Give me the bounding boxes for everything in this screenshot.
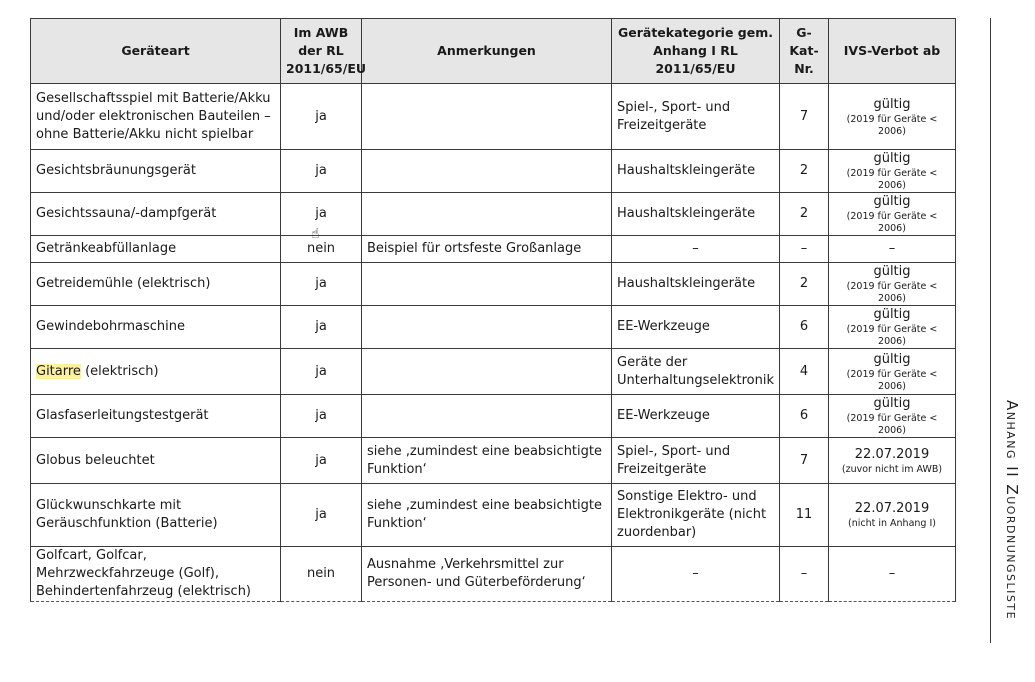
table-row <box>31 193 956 236</box>
header-geraeteart: Geräteart <box>31 19 281 84</box>
ivs-note: (2019 für Geräte < 2006) <box>846 211 938 234</box>
cell-ivs-verbot <box>829 484 956 547</box>
cell-geraeteart <box>31 84 281 150</box>
header-im-awb: Im AWB der RL 2011/65/EU <box>281 19 362 84</box>
cell-g-kat-nr: 2 <box>780 193 829 236</box>
cell-ivs-verbot <box>829 349 956 395</box>
ivs-value: gültig <box>873 396 911 411</box>
cell-im-awb: ja <box>281 150 362 193</box>
geraeteart-text: Golfcart, Golfcar, Mehrzweckfahrzeuge (Golf), Behindertenfahrzeug (elektrisch) <box>36 548 252 599</box>
table-row <box>31 547 956 602</box>
table-header-row <box>31 19 956 84</box>
cell-anmerkungen <box>362 349 612 395</box>
geraeteart-text: Glückwunschkarte mit Geräuschfunktion (Batterie) <box>36 498 218 531</box>
geraeteart-text: Getreidemühle (elektrisch) <box>36 276 211 291</box>
ivs-note: (zuvor nicht im AWB) <box>841 463 943 475</box>
ivs-note: (2019 für Geräte < 2006) <box>846 113 938 137</box>
cell-g-kat-nr: – <box>780 236 829 263</box>
table-row <box>31 438 956 484</box>
cell-geraetekategorie: Sonstige Elektro- und Elektronikgeräte (nicht zuordenbar) <box>612 484 780 547</box>
hand-cursor-icon: ☝ <box>311 226 320 242</box>
cell-ivs-verbot <box>829 150 956 193</box>
geraeteart-text: Gewindebohrmaschine <box>36 319 186 334</box>
cell-im-awb: ja <box>281 84 362 150</box>
ivs-value: 22.07.2019 <box>854 501 930 516</box>
cell-ivs-verbot <box>829 438 956 484</box>
cell-anmerkungen: Beispiel für ortsfeste Großanlage <box>362 236 612 263</box>
cell-geraetekategorie: Spiel-, Sport- und Freizeitgeräte <box>612 438 780 484</box>
cell-im-awb: ja <box>281 349 362 395</box>
ivs-value: – <box>888 241 896 256</box>
cell-g-kat-nr: 2 <box>780 263 829 306</box>
ivs-value: gültig <box>873 351 911 367</box>
cell-g-kat-nr: 6 <box>780 306 829 349</box>
geraeteart-text: Glasfaserleitungstestgerät <box>36 408 209 423</box>
cell-anmerkungen: siehe ‚zumindest eine beabsichtigte Funktion‘ <box>362 438 612 484</box>
margin-rule <box>990 18 991 643</box>
cell-g-kat-nr: – <box>780 547 829 602</box>
cell-anmerkungen <box>362 395 612 438</box>
cell-anmerkungen <box>362 306 612 349</box>
cell-g-kat-nr: 6 <box>780 395 829 438</box>
cell-anmerkungen: Ausnahme ‚Verkehrsmittel zur Personen- und Güterbeförderung‘ <box>362 547 612 602</box>
cell-geraeteart <box>31 349 281 395</box>
cell-geraetekategorie: Geräte der Unterhaltungselektronik <box>612 349 780 395</box>
ivs-note: (2019 für Geräte < 2006) <box>846 413 938 436</box>
ivs-note: (2019 für Geräte < 2006) <box>846 368 938 392</box>
cell-geraetekategorie: EE-Werkzeuge <box>612 306 780 349</box>
table-row <box>31 306 956 349</box>
cell-anmerkungen <box>362 263 612 306</box>
cell-geraetekategorie: – <box>612 547 780 602</box>
cell-g-kat-nr: 7 <box>780 438 829 484</box>
header-g-kat-nr: G-Kat-Nr. <box>780 19 829 84</box>
cell-ivs-verbot <box>829 236 956 263</box>
cell-im-awb: ja <box>281 438 362 484</box>
section-side-label: Anhang II Zuordnungsliste <box>1003 400 1021 621</box>
cell-geraetekategorie: Spiel-, Sport- und Freizeitgeräte <box>612 84 780 150</box>
cell-g-kat-nr: 2 <box>780 150 829 193</box>
cell-g-kat-nr: 4 <box>780 349 829 395</box>
geraeteart-text: Getränkeabfüllanlage <box>36 241 177 256</box>
cell-im-awb: ja <box>281 484 362 547</box>
assignment-table <box>30 18 956 602</box>
cell-geraetekategorie: Haushaltskleingeräte <box>612 193 780 236</box>
cell-geraeteart <box>31 306 281 349</box>
geraeteart-text: Globus beleuchtet <box>36 452 155 468</box>
table-row <box>31 150 956 193</box>
geraeteart-text: Gesichtsbräunungsgerät <box>36 163 196 178</box>
cell-geraeteart <box>31 150 281 193</box>
header-geraetekategorie: Gerätekategorie gem. Anhang I RL 2011/65/EU <box>612 19 780 84</box>
cell-geraeteart <box>31 236 281 263</box>
ivs-note: (2019 für Geräte < 2006) <box>846 324 938 347</box>
geraeteart-text: Gesichtssauna/-dampfgerät <box>36 206 217 221</box>
cell-im-awb: ja <box>281 395 362 438</box>
table-row <box>31 84 956 150</box>
cell-ivs-verbot <box>829 263 956 306</box>
ivs-value: gültig <box>873 307 911 322</box>
cell-im-awb: ja <box>281 263 362 306</box>
cell-ivs-verbot <box>829 193 956 236</box>
cell-geraetekategorie: Haushaltskleingeräte <box>612 263 780 306</box>
cell-geraeteart <box>31 547 281 602</box>
cell-im-awb: nein <box>281 236 362 263</box>
ivs-value: gültig <box>873 96 911 112</box>
cell-geraeteart <box>31 438 281 484</box>
table-row <box>31 263 956 306</box>
ivs-value: gültig <box>873 264 911 279</box>
cell-g-kat-nr: 7 <box>780 84 829 150</box>
cell-geraetekategorie: EE-Werkzeuge <box>612 395 780 438</box>
cell-geraeteart <box>31 395 281 438</box>
cell-anmerkungen: siehe ‚zumindest eine beabsichtigte Funktion‘ <box>362 484 612 547</box>
cell-g-kat-nr: 11 <box>780 484 829 547</box>
ivs-note: (nicht in Anhang I) <box>848 518 936 529</box>
cell-im-awb: nein <box>281 547 362 602</box>
ivs-value: gültig <box>873 194 911 209</box>
cell-geraeteart <box>31 193 281 236</box>
geraeteart-text: Gesellschaftsspiel mit Batterie/Akku und/oder elektronischen Bauteilen – ohne Batterie/Akku nicht spielbar <box>36 90 271 142</box>
table-row <box>31 236 956 263</box>
cell-anmerkungen <box>362 150 612 193</box>
cell-ivs-verbot <box>829 306 956 349</box>
cell-ivs-verbot <box>829 84 956 150</box>
ivs-note: (2019 für Geräte < 2006) <box>846 168 938 191</box>
cell-geraeteart <box>31 484 281 547</box>
geraeteart-text: (elektrisch) <box>80 363 159 379</box>
highlighted-term: Gitarre <box>36 363 81 379</box>
table-row <box>31 349 956 395</box>
cell-anmerkungen <box>362 84 612 150</box>
cell-geraetekategorie: – <box>612 236 780 263</box>
table-row <box>31 484 956 547</box>
cell-geraeteart <box>31 263 281 306</box>
cell-anmerkungen <box>362 193 612 236</box>
header-anmerkungen: Anmerkungen <box>362 19 612 84</box>
cell-ivs-verbot <box>829 395 956 438</box>
table-row <box>31 395 956 438</box>
ivs-value: – <box>888 566 896 581</box>
cell-geraetekategorie: Haushaltskleingeräte <box>612 150 780 193</box>
ivs-value: 22.07.2019 <box>854 446 930 462</box>
ivs-value: gültig <box>873 151 911 166</box>
cell-im-awb: ja <box>281 193 362 236</box>
ivs-note: (2019 für Geräte < 2006) <box>846 281 938 304</box>
header-ivs-verbot: IVS-Verbot ab <box>829 19 956 84</box>
cell-im-awb: ja <box>281 306 362 349</box>
cell-ivs-verbot <box>829 547 956 602</box>
